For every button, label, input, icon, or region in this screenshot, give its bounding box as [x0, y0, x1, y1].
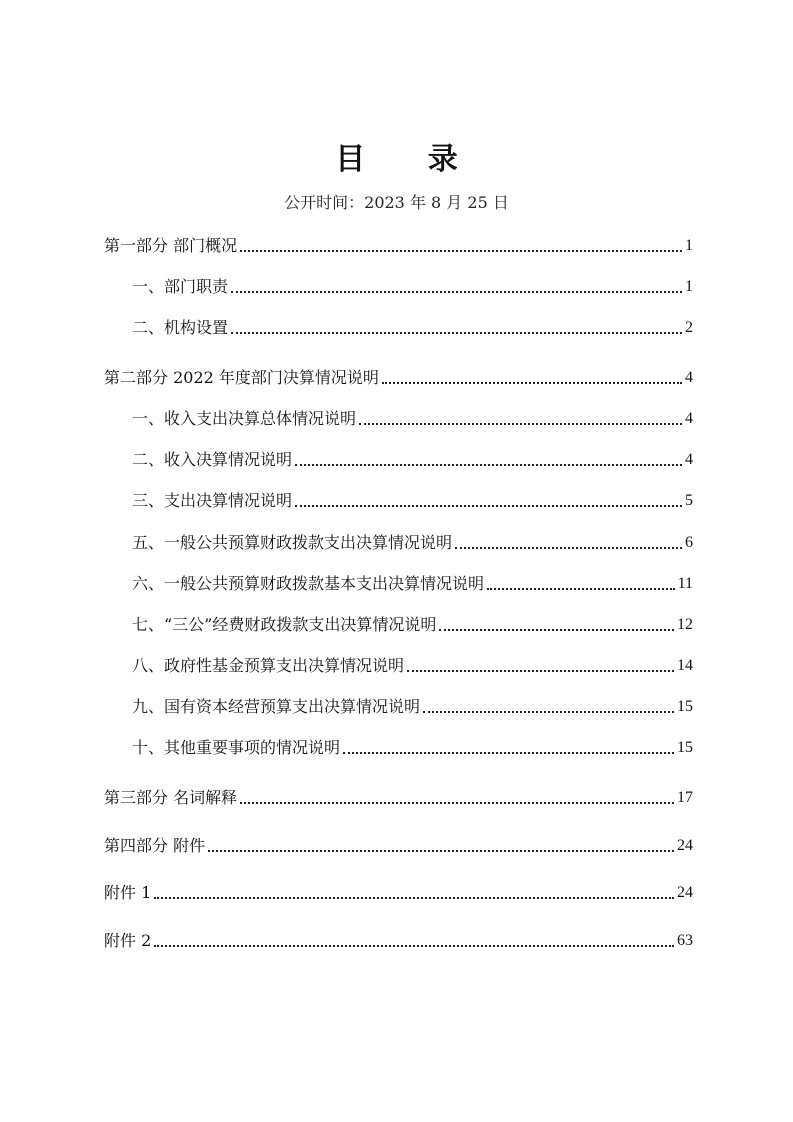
- toc-entry-page: 14: [677, 657, 693, 674]
- toc-entry-other-matters[interactable]: [132, 735, 693, 761]
- toc-entry-page: 15: [677, 739, 693, 756]
- toc-entry-page: 6: [685, 534, 693, 551]
- toc-entry-label: 十、其他重要事项的情况说明: [132, 738, 341, 757]
- toc-entry-income[interactable]: [132, 447, 693, 473]
- publish-date: 公开时间：2023 年 8 月 25 日: [284, 193, 509, 212]
- toc-entry-page: 12: [677, 616, 693, 633]
- dot-leader: [295, 505, 682, 507]
- dot-leader: [359, 423, 682, 425]
- toc-entry-basic-expenditure[interactable]: [132, 571, 693, 597]
- toc-entry-attachment-1[interactable]: [104, 880, 693, 906]
- toc-entry-page: 1: [685, 237, 693, 254]
- toc-entry-label: 一、部门职责: [132, 277, 229, 296]
- toc-entry-part-3[interactable]: [104, 785, 693, 811]
- toc-entry-label: 一、收入支出决算总体情况说明: [132, 409, 357, 428]
- dot-leader: [231, 291, 682, 293]
- toc-entry-label: 二、收入决算情况说明: [132, 450, 293, 469]
- dot-leader: [295, 464, 682, 466]
- dot-leader: [343, 752, 674, 754]
- toc-entry-label: 第二部分 2022 年度部门决算情况说明: [104, 368, 379, 387]
- toc-entry-page: 24: [677, 884, 693, 901]
- dot-leader: [455, 547, 682, 549]
- toc-entry-page: 24: [677, 837, 693, 854]
- toc-entry-three-public[interactable]: [132, 612, 693, 638]
- toc-entry-page: 17: [677, 789, 693, 806]
- dot-leader: [407, 670, 674, 672]
- toc-entry-page: 4: [685, 410, 693, 427]
- toc-entry-part-2[interactable]: [104, 365, 693, 391]
- toc-entry-label: 第三部分 名词解释: [104, 788, 238, 807]
- dot-leader: [231, 332, 682, 334]
- dot-leader: [208, 850, 674, 852]
- toc-entry-page: 1: [685, 278, 693, 295]
- toc-entry-page: 4: [685, 451, 693, 468]
- toc-entry-expenditure[interactable]: [132, 488, 693, 514]
- toc-entry-overall[interactable]: [132, 406, 693, 432]
- dot-leader: [439, 629, 674, 631]
- toc-entry-part-4[interactable]: [104, 833, 693, 859]
- toc-entry-general-budget[interactable]: [132, 530, 693, 556]
- toc-entry-label: 三、支出决算情况说明: [132, 491, 293, 510]
- toc-entry-page: 4: [685, 369, 693, 386]
- toc-entry-label: 附件 1: [104, 883, 152, 902]
- dot-leader: [382, 382, 682, 384]
- dot-leader: [154, 945, 674, 947]
- dot-leader: [240, 802, 674, 804]
- toc-entry-label: 六、一般公共预算财政拨款基本支出决算情况说明: [132, 574, 485, 593]
- dot-leader: [154, 897, 674, 899]
- toc-entry-structure[interactable]: [132, 315, 693, 341]
- toc-entry-label: 附件 2: [104, 931, 152, 950]
- dot-leader: [487, 588, 675, 590]
- toc-entry-government-fund[interactable]: [132, 653, 693, 679]
- page-title: 目 录: [335, 142, 484, 177]
- toc-entry-label: 八、政府性基金预算支出决算情况说明: [132, 656, 405, 675]
- toc-entry-part-1[interactable]: [104, 233, 693, 259]
- toc-entry-state-capital[interactable]: [132, 694, 693, 720]
- toc-entry-duties[interactable]: [132, 274, 693, 300]
- toc-entry-page: 11: [677, 575, 693, 592]
- toc-entry-page: 63: [677, 932, 693, 949]
- toc-entry-page: 2: [685, 319, 693, 336]
- toc-entry-attachment-2[interactable]: [104, 928, 693, 954]
- dot-leader: [423, 711, 674, 713]
- toc-entry-label: 七、“三公”经费财政拨款支出决算情况说明: [132, 615, 437, 634]
- toc-entry-label: 二、机构设置: [132, 318, 229, 337]
- toc-entry-page: 5: [685, 492, 693, 509]
- toc-entry-label: 五、一般公共预算财政拨款支出决算情况说明: [132, 533, 453, 552]
- toc-entry-page: 15: [677, 698, 693, 715]
- toc-entry-label: 第四部分 附件: [104, 836, 206, 855]
- dot-leader: [240, 250, 682, 252]
- toc-entry-label: 第一部分 部门概况: [104, 236, 238, 255]
- toc-entry-label: 九、国有资本经营预算支出决算情况说明: [132, 697, 421, 716]
